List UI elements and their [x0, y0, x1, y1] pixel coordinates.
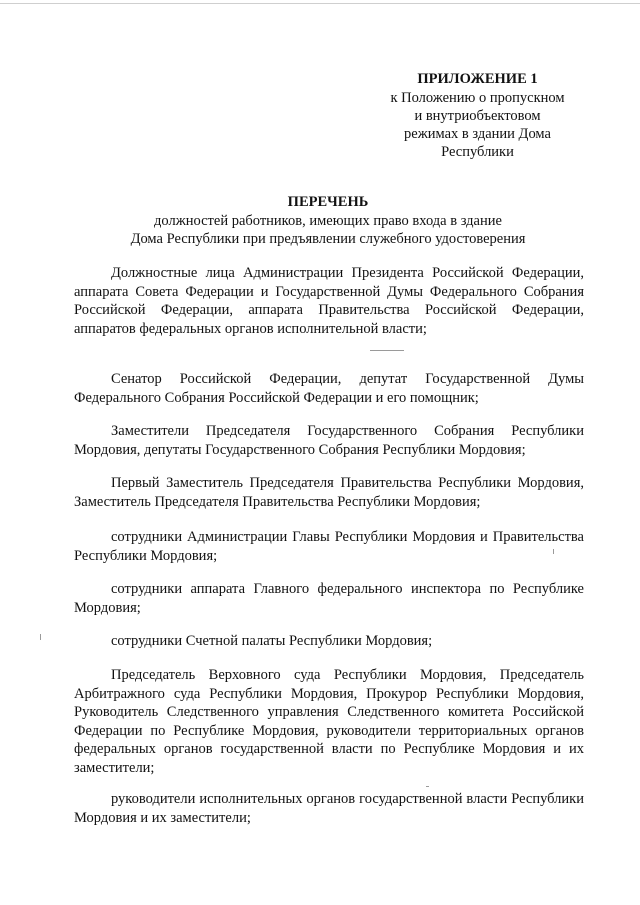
- list-item-paragraph: Первый Заместитель Председателя Правительства Республики Мордовия, Заместитель Председателя Правительства Республики Мордовия;: [74, 475, 584, 510]
- appendix-block: [355, 70, 600, 161]
- scan-artifact: [40, 634, 41, 640]
- appendix-line: Республики: [441, 144, 514, 160]
- list-item-paragraph: Сенатор Российской Федерации, депутат Государственной Думы Федерального Собрания Российской Федерации и его помощник;: [74, 371, 584, 406]
- scan-border-line: [0, 3, 640, 4]
- scan-artifact: [370, 350, 404, 351]
- heading-subtitle-line: должностей работников, имеющих право входа в здание: [154, 213, 502, 229]
- list-item-paragraph: сотрудники Администрации Главы Республики Мордовия и Правительства Республики Мордовия;: [74, 529, 584, 564]
- scan-artifact: [553, 549, 554, 554]
- heading-title: ПЕРЕЧЕНЬ: [287, 194, 369, 210]
- appendix-title: ПРИЛОЖЕНИЕ 1: [417, 71, 538, 87]
- list-item-paragraph: Должностные лица Администрации Президента Российской Федерации, аппарата Совета Федерации и Государственной Думы Федерального Собрания Российской Федерации, аппарата Правительства Российской Федерации, аппаратов федеральных органов исполнительной власти;: [74, 265, 584, 337]
- heading-subtitle-line: Дома Республики при предъявлении служебного удостоверения: [130, 231, 526, 247]
- document-heading: [72, 192, 584, 248]
- list-item-paragraph: сотрудники Счетной палаты Республики Мордовия;: [111, 633, 433, 649]
- appendix-line: режимах в здании Дома: [404, 126, 551, 142]
- list-item-paragraph: Председатель Верховного суда Республики Мордовия, Председатель Арбитражного суда Республики Мордовия, Прокурор Республики Мордовия, Руководитель Следственного управления Следственного комитета Российской Федерации по Республике Мордовия, руководители территориальных органов федеральных органов государственной власти по Республике Мордовия и их заместители;: [74, 667, 584, 776]
- appendix-line: к Положению о пропускном: [390, 90, 565, 106]
- list-item-paragraph: Заместители Председателя Государственного Собрания Республики Мордовия, депутаты Государственного Собрания Республики Мордовия;: [74, 423, 584, 458]
- list-item-paragraph: руководители исполнительных органов государственной власти Республики Мордовия и их заместители;: [74, 791, 584, 826]
- list-item-paragraph: сотрудники аппарата Главного федерального инспектора по Республике Мордовия;: [74, 581, 584, 616]
- appendix-line: и внутриобъектовом: [414, 108, 541, 124]
- scan-artifact: [426, 786, 429, 787]
